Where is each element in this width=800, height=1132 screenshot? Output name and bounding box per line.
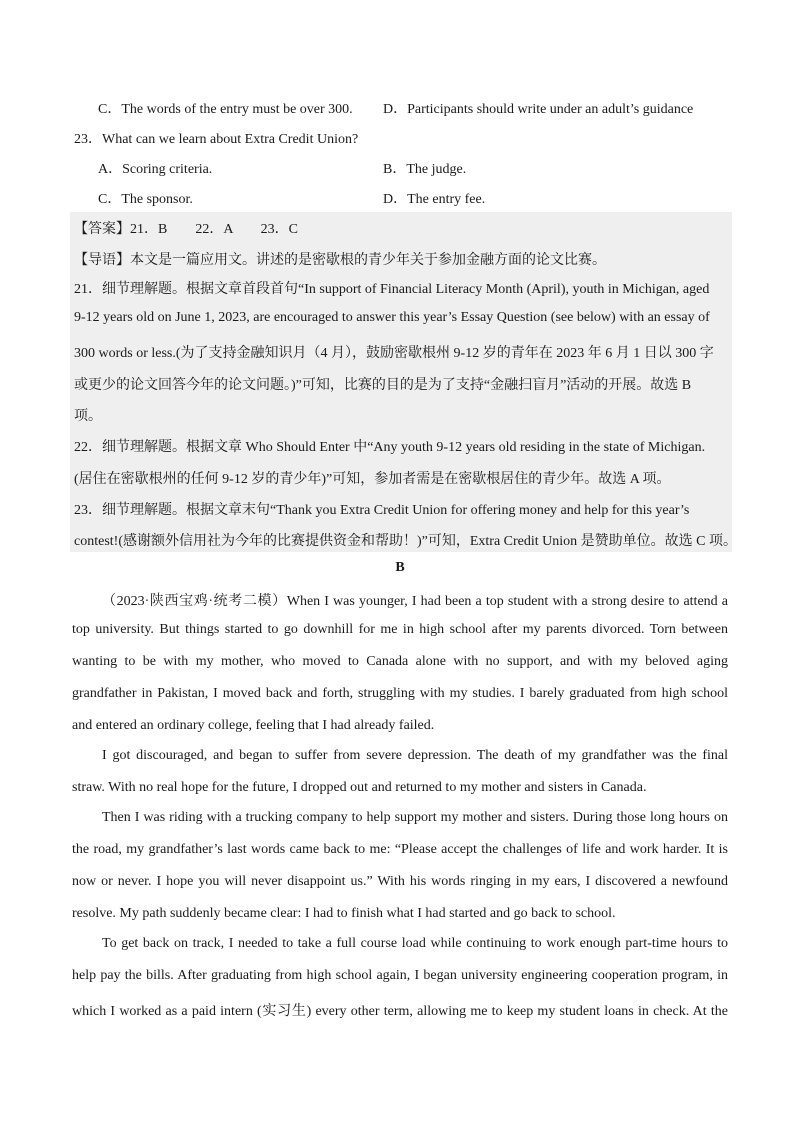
q22-option-d: D．Participants should write under an adult’s guidance [383,102,694,117]
section-b-heading: B [395,560,405,575]
exp21-line-2: 9-12 years old on June 1, 2023, are encouraged to answer this year’s Essay Question (see below) with an essay of [74,310,710,325]
q23-option-c: C．The sponsor. [98,192,193,207]
q23-option-a: A．Scoring criteria. [98,162,213,177]
p1-line-2: top university. But things started to go downhill for me in high school after my parents divorced. Torn between [72,622,728,637]
p1-line-5: and entered an ordinary college, feeling that I had already failed. [72,718,435,733]
q23-option-b: B．The judge. [383,162,467,177]
exp22-line-1: 22．细节理解题。根据文章 Who Should Enter 中“Any youth 9-12 years old residing in the state of Michigan. [74,440,706,455]
p4-line-3: which I worked as a paid intern (实习生) every other term, allowing me to keep my student loans in check. At the [72,1004,728,1019]
p3-line-3: now or never. I hope you will never disappoint us.” With his words ringing in my ears, I discovered a newfound [72,874,728,889]
exp21-line-4: 或更少的论文回答今年的论文问题。)”可知，比赛的目的是为了支持“金融扫盲月”活动的开展。故选 B [74,378,692,393]
exp23-line-1: 23．细节理解题。根据文章末句“Thank you Extra Credit Union for offering money and help for this year’s [74,503,690,518]
q23-options-row-2 [98,188,738,208]
exp21-line-1: 21．细节理解题。根据文章首段首句“In support of Financial Literacy Month (April), youth in Michigan, aged [74,282,710,297]
q22-options-row [98,98,738,118]
q23-options-row-1 [98,158,738,178]
p1-line-4: grandfather in Pakistan, I moved back and forth, struggling with my studies. I barely graduated from high school [72,686,728,701]
p1-line-3: wanting to be with my mother, who moved to Canada alone with no support, and with my beloved aging [72,654,728,669]
p3-line-2: the road, my grandfather’s last words came back to me: “Please accept the challenges of life and work harder. It is [72,842,728,857]
p1-line-1: （2023·陕西宝鸡·统考二模）When I was younger, I had been a top student with a strong desire to attend a [102,594,728,609]
exp21-line-5: 项。 [74,409,102,424]
guide-text: 【导语】本文是一篇应用文。讲述的是密歇根的青少年关于参加金融方面的论文比赛。 [74,253,606,268]
p3-line-4: resolve. My path suddenly became clear: I had to finish what I had started and go back to school. [72,906,616,921]
p4-line-1: To get back on track, I needed to take a full course load while continuing to work enough part-time hours to [102,936,728,951]
p4-line-2: help pay the bills. After graduating from high school again, I began university engineering cooperation program, in [72,968,728,983]
exp23-line-2: contest!(感谢额外信用社为今年的比赛提供资金和帮助！)”可知，Extra Credit Union 是赞助单位。故选 C 项。 [74,534,738,549]
answer-key: 【答案】21．B 22．A 23．C [74,222,299,237]
q23-question: 23．What can we learn about Extra Credit Union? [74,132,359,147]
exp21-line-3: 300 words or less.(为了支持金融知识月（4 月），鼓励密歇根州 9-12 岁的青年在 2023 年 6 月 1 日以 300 字 [74,346,714,361]
p2-line-2: straw. With no real hope for the future, I dropped out and returned to my mother and sisters in Canada. [72,780,647,795]
p3-line-1: Then I was riding with a trucking company to help support my mother and sisters. During those long hours on [102,810,728,825]
q22-option-c: C．The words of the entry must be over 300. [98,102,353,117]
exp22-line-2: (居住在密歇根州的任何 9-12 岁的青少年)”可知，参加者需是在密歇根居住的青少年。故选 A 项。 [74,472,671,487]
q23-option-d: D．The entry fee. [383,192,486,207]
p2-line-1: I got discouraged, and began to suffer from severe depression. The death of my grandfather was the final [102,748,728,763]
